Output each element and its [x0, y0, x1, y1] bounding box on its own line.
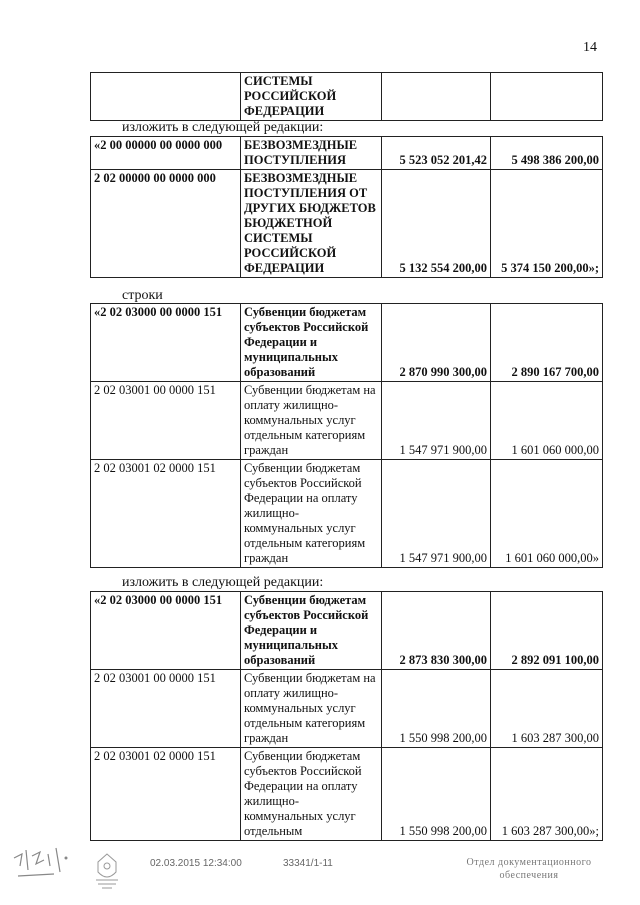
table-row	[91, 73, 603, 121]
value-2016-cell: 1 603 287 300,00»;	[491, 748, 603, 841]
code-cell: 2 02 00000 00 0000 000	[91, 170, 241, 278]
stamp-line: Отдел документационного	[466, 857, 592, 868]
code-cell: «2 02 03000 00 0000 151	[91, 592, 241, 670]
value-2015-cell: 5 523 052 201,42	[382, 137, 491, 170]
value-2015-cell: 1 550 998 200,00	[382, 670, 491, 748]
table-row	[91, 670, 603, 748]
budget-table-old-subventions	[90, 303, 603, 568]
name-cell: Субвенции бюджетам на оплату жилищно-коммунальных услуг отдельным категориям граждан	[241, 670, 382, 748]
value-2015-cell: 5 132 554 200,00	[382, 170, 491, 278]
value-2015-cell: 2 873 830 300,00	[382, 592, 491, 670]
table-row	[91, 460, 603, 568]
signature-scribble	[10, 836, 80, 886]
value-2015-cell: 1 550 998 200,00	[382, 748, 491, 841]
footer-datetime: 02.03.2015 12:34:00	[150, 858, 242, 869]
emblem-icon	[92, 850, 122, 890]
name-cell: Субвенции бюджетам субъектов Российской Федерации и муниципальных образований	[241, 304, 382, 382]
edit-instruction: изложить в следующей редакции:	[122, 575, 324, 590]
value-2016-cell: 1 603 287 300,00	[491, 670, 603, 748]
name-cell: СИСТЕМЫ РОССИЙСКОЙ ФЕДЕРАЦИИ	[241, 73, 382, 121]
table-row	[91, 137, 603, 170]
name-cell: Субвенции бюджетам субъектов Российской Федерации на оплату жилищно-коммунальных услуг отдельным	[241, 748, 382, 841]
value-2015-cell: 1 547 971 900,00	[382, 460, 491, 568]
stamp-line: обеспечения	[499, 870, 559, 881]
code-cell: 2 02 03001 00 0000 151	[91, 670, 241, 748]
value-2015-cell	[382, 73, 491, 121]
table-row	[91, 382, 603, 460]
value-2015-cell: 2 870 990 300,00	[382, 304, 491, 382]
value-2016-cell	[491, 73, 603, 121]
name-cell: Субвенции бюджетам субъектов Российской Федерации на оплату жилищно-коммунальных услуг отдельным категориям граждан	[241, 460, 382, 568]
budget-table-new-subventions	[90, 591, 603, 841]
code-cell: «2 00 00000 00 0000 000	[91, 137, 241, 170]
value-2016-cell: 5 498 386 200,00	[491, 137, 603, 170]
code-cell: 2 02 03001 02 0000 151	[91, 460, 241, 568]
code-cell: 2 02 03001 00 0000 151	[91, 382, 241, 460]
code-cell	[91, 73, 241, 121]
code-cell: 2 02 03001 02 0000 151	[91, 748, 241, 841]
footer-doc-number: 33341/1-11	[283, 858, 333, 869]
table-row	[91, 170, 603, 278]
budget-table-continuation	[90, 72, 603, 121]
lines-label: строки	[122, 288, 163, 303]
table-row	[91, 592, 603, 670]
page-number: 14	[583, 40, 597, 55]
value-2016-cell: 2 892 091 100,00	[491, 592, 603, 670]
code-cell: «2 02 03000 00 0000 151	[91, 304, 241, 382]
budget-table-new-revenue	[90, 136, 603, 278]
name-cell: Субвенции бюджетам на оплату жилищно-коммунальных услуг отдельным категориям граждан	[241, 382, 382, 460]
value-2015-cell: 1 547 971 900,00	[382, 382, 491, 460]
department-stamp	[444, 856, 614, 882]
value-2016-cell: 1 601 060 000,00»	[491, 460, 603, 568]
name-cell: БЕЗВОЗМЕЗДНЫЕ ПОСТУПЛЕНИЯ	[241, 137, 382, 170]
value-2016-cell: 5 374 150 200,00»;	[491, 170, 603, 278]
name-cell: Субвенции бюджетам субъектов Российской Федерации и муниципальных образований	[241, 592, 382, 670]
edit-instruction: изложить в следующей редакции:	[122, 120, 324, 135]
name-cell: БЕЗВОЗМЕЗДНЫЕ ПОСТУПЛЕНИЯ ОТ ДРУГИХ БЮДЖЕТОВ БЮДЖЕТНОЙ СИСТЕМЫ РОССИЙСКОЙ ФЕДЕРАЦИИ	[241, 170, 382, 278]
table-row	[91, 748, 603, 841]
value-2016-cell: 2 890 167 700,00	[491, 304, 603, 382]
table-row	[91, 304, 603, 382]
value-2016-cell: 1 601 060 000,00	[491, 382, 603, 460]
